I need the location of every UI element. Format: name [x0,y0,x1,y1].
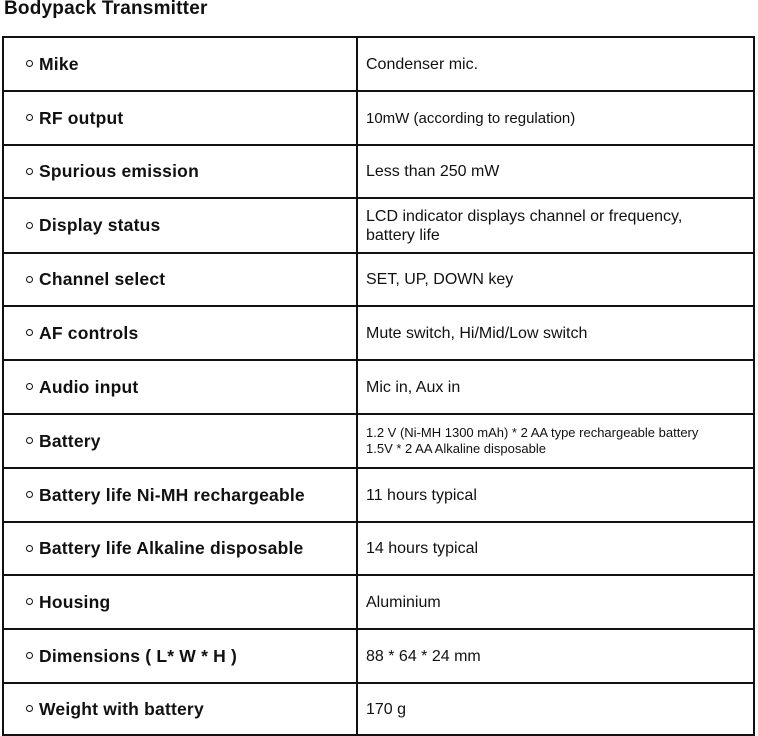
table-row [3,629,754,683]
row-value-cell [357,629,754,683]
row-value-cell [357,37,754,91]
row-label: Battery life Ni-MH rechargeable [39,484,305,505]
row-value-cell [357,360,754,414]
row-label: Audio input [39,376,139,397]
row-value-line: battery life [366,226,440,244]
row-label: Mike [39,53,79,74]
row-label-cell [3,37,357,91]
row-label-cell [3,306,357,360]
table-row [3,468,754,522]
row-value: Mute switch, Hi/Mid/Low switch [366,324,588,342]
row-label: Battery [39,430,101,451]
row-label-cell [3,414,357,468]
row-label: Display status [39,215,161,235]
row-value-cell [357,306,754,360]
row-label: Housing [39,591,111,612]
bullet-icon [26,705,33,712]
bullet-icon [26,652,33,659]
row-value-line: 1.2 V (Ni-MH 1300 mAh) * 2 AA type rechargeable battery [366,425,699,440]
row-value-cell [357,91,754,145]
row-value: Condenser mic. [366,55,479,73]
row-label-cell [3,629,357,683]
row-label-cell [3,253,357,306]
bullet-icon [26,222,33,229]
row-label: Weight with battery [39,698,204,719]
row-label: Battery life Alkaline disposable [39,538,304,558]
row-value-cell [357,683,754,735]
row-label: Spurious emission [39,161,199,181]
table-row [3,522,754,575]
spec-table [2,36,755,736]
row-value-cell [357,253,754,306]
row-label-cell [3,468,357,522]
row-value: 14 hours typical [366,540,479,557]
bullet-icon [26,60,33,67]
bullet-icon [26,491,33,498]
row-label-cell [3,198,357,253]
table-row [3,414,754,468]
page-title: Bodypack Transmitter [4,0,208,19]
row-label-cell [3,575,357,629]
row-value-cell [357,145,754,198]
row-value-cell [357,575,754,629]
row-value: Aluminium [366,593,441,611]
row-label-cell [3,683,357,735]
row-value-line: 1.5V * 2 AA Alkaline disposable [366,441,546,456]
row-value-cell [357,522,754,575]
table-row [3,145,754,198]
bullet-icon [26,545,33,552]
row-label: Channel select [39,269,166,289]
bullet-icon [26,114,33,121]
row-label: AF controls [39,322,139,343]
table-row [3,683,754,735]
row-label-cell [3,145,357,198]
bullet-icon [26,383,33,390]
bullet-icon [26,437,33,444]
row-label: RF output [39,107,124,128]
row-value-cell [357,414,754,468]
table-row [3,575,754,629]
row-label-cell [3,91,357,145]
row-value-line: LCD indicator displays channel or frequency, [366,207,683,225]
bullet-icon [26,598,33,605]
row-label-cell [3,360,357,414]
bullet-icon [26,329,33,336]
row-value: 170 g [366,700,407,718]
row-value: Mic in, Aux in [366,378,461,396]
row-value-cell [357,198,754,253]
row-value: 11 hours typical [366,486,477,504]
row-label: Dimensions ( L* W * H ) [39,645,238,666]
row-value: Less than 250 mW [366,163,500,180]
bullet-icon [26,168,33,175]
table-row [3,91,754,145]
row-value-cell [357,468,754,522]
row-value: 88 * 64 * 24 mm [366,647,481,665]
table-row [3,198,754,253]
table-row [3,360,754,414]
row-value: 10mW (according to regulation) [366,109,576,127]
row-value: SET, UP, DOWN key [366,271,514,288]
table-row [3,306,754,360]
bullet-icon [26,276,33,283]
table-row [3,37,754,91]
row-label-cell [3,522,357,575]
table-row [3,253,754,306]
